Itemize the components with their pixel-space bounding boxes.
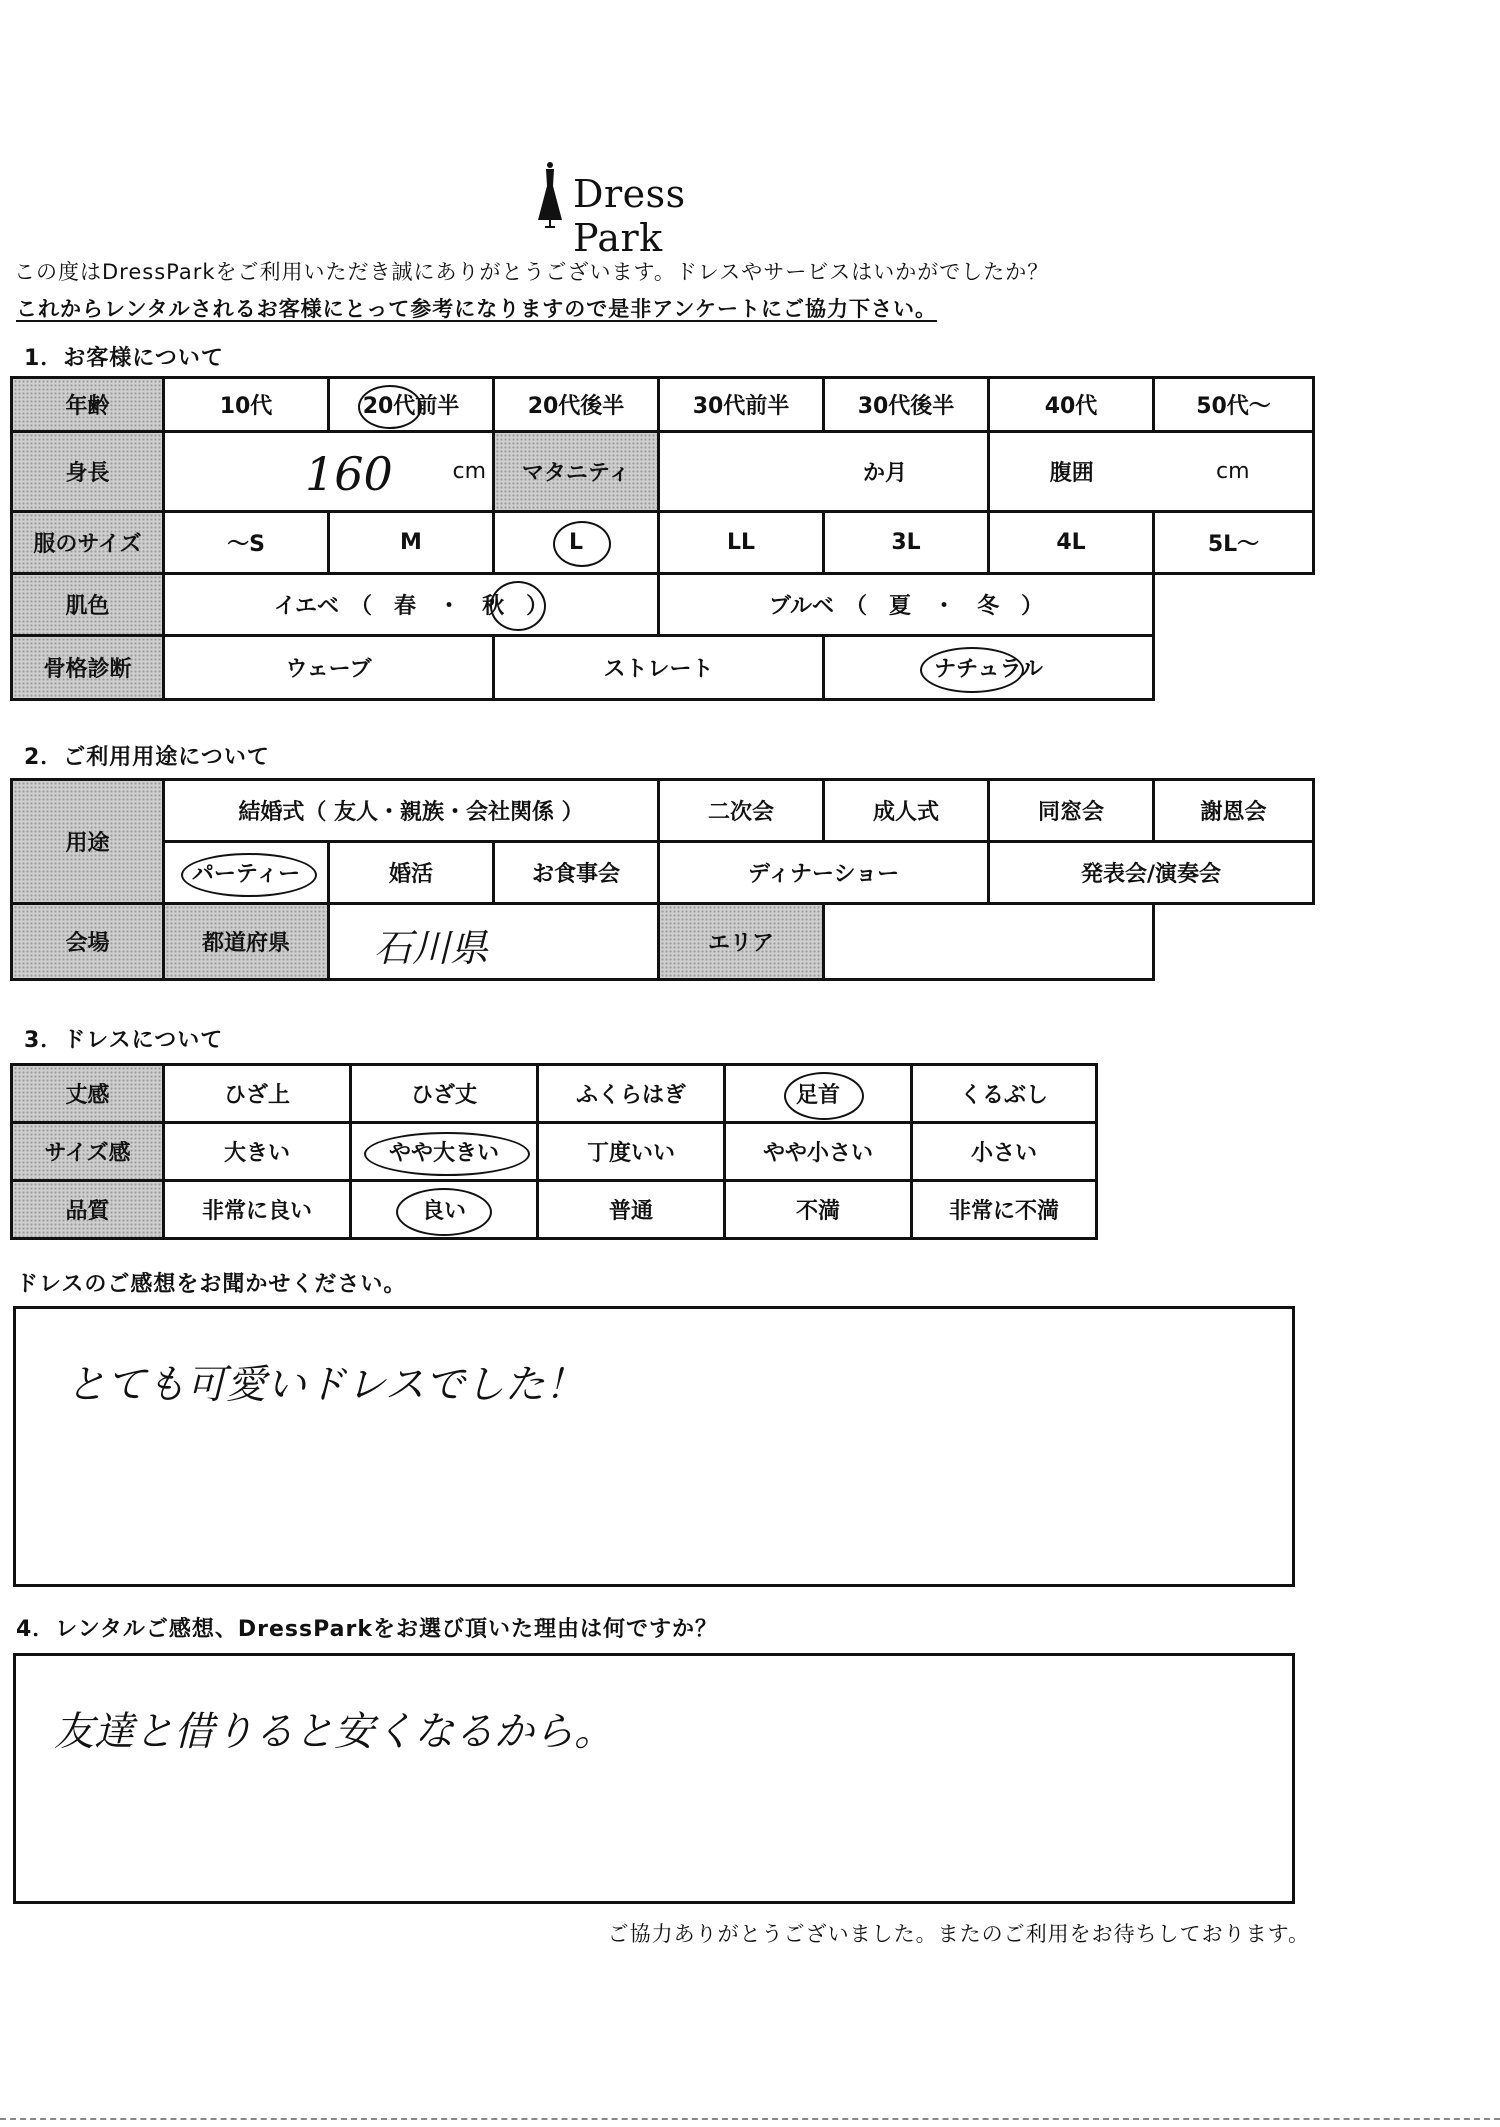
purpose-option[interactable]: 謝恩会 (1154, 780, 1314, 842)
frame-option[interactable]: ウェーブ (164, 636, 494, 700)
size-label: 服のサイズ (12, 512, 164, 574)
logo-text: Dress Park (573, 172, 686, 260)
age-option[interactable]: 30代前半 (659, 378, 824, 432)
fit-option-selected[interactable]: やや大きい (351, 1123, 538, 1181)
fit-option[interactable]: 小さい (912, 1123, 1097, 1181)
frame-label: 骨格診断 (12, 636, 164, 700)
purpose-option[interactable]: 婚活 (329, 842, 494, 904)
frame-option[interactable]: ストレート (494, 636, 824, 700)
section-1-title: 1．お客様について (24, 346, 224, 371)
prefecture-value: 石川県 (374, 926, 489, 970)
length-option-selected[interactable]: 足首 (725, 1065, 912, 1123)
frame-row (12, 636, 1314, 700)
customer-table (10, 376, 1315, 701)
quality-option[interactable]: 非常に不満 (912, 1181, 1097, 1239)
frame-option-selected[interactable]: ナチュラル (824, 636, 1154, 700)
age-option[interactable]: 50代～ (1154, 378, 1314, 432)
quality-row (12, 1181, 1097, 1239)
age-option-selected[interactable]: 20代前半 (329, 378, 494, 432)
quality-option[interactable]: 非常に良い (164, 1181, 351, 1239)
skin-yellow-option[interactable]: イエベ （ 春 ・ 秋 ） (164, 574, 659, 636)
size-option[interactable]: M (329, 512, 494, 574)
purpose-option[interactable]: 結婚式（ 友人・親族・会社関係 ） (164, 780, 659, 842)
height-unit: cm (452, 459, 486, 484)
length-option[interactable]: ひざ上 (164, 1065, 351, 1123)
age-option[interactable]: 30代後半 (824, 378, 989, 432)
purpose-table (10, 778, 1315, 981)
length-option[interactable]: ふくらはぎ (538, 1065, 725, 1123)
purpose-option-selected[interactable]: パーティー (164, 842, 329, 904)
reason-answer: 友達と借りると安くなるから。 (54, 1709, 614, 1755)
age-option[interactable]: 20代後半 (494, 378, 659, 432)
waist-field[interactable] (1154, 432, 1314, 512)
impression-box[interactable] (13, 1306, 1295, 1587)
length-option[interactable]: くるぶし (912, 1065, 1097, 1123)
footer-thanks: ご協力ありがとうございました。またのご利用をお待ちしております。 (607, 1922, 1310, 1946)
prefecture-label: 都道府県 (164, 904, 329, 980)
quality-label: 品質 (12, 1181, 164, 1239)
quality-option[interactable]: 不満 (725, 1181, 912, 1239)
size-row (12, 512, 1314, 574)
age-label: 年齢 (12, 378, 164, 432)
purpose-option[interactable]: ディナーショー (659, 842, 989, 904)
height-value: 160 (305, 447, 393, 501)
fit-label: サイズ感 (12, 1123, 164, 1181)
age-row (12, 378, 1314, 432)
purpose-option[interactable]: 二次会 (659, 780, 824, 842)
quality-option[interactable]: 普通 (538, 1181, 725, 1239)
skin-label: 肌色 (12, 574, 164, 636)
fit-option[interactable]: 丁度いい (538, 1123, 725, 1181)
purpose-label: 用途 (12, 780, 164, 904)
prefecture-field[interactable] (329, 904, 659, 980)
waist-label: 腹囲 (989, 432, 1154, 512)
reason-box[interactable] (13, 1653, 1295, 1904)
purpose-row-2 (12, 842, 1314, 904)
dress-table (10, 1063, 1098, 1240)
venue-row (12, 904, 1314, 980)
size-option[interactable]: 3L (824, 512, 989, 574)
skin-blue-option[interactable]: ブルベ （ 夏 ・ 冬 ） (659, 574, 1154, 636)
venue-label: 会場 (12, 904, 164, 980)
impression-answer: とても可愛いドレスでした！ (66, 1362, 585, 1408)
size-option[interactable]: 4L (989, 512, 1154, 574)
fit-option[interactable]: やや小さい (725, 1123, 912, 1181)
length-label: 丈感 (12, 1065, 164, 1123)
section-2-title: 2．ご利用用途について (24, 745, 270, 770)
area-label: エリア (659, 904, 824, 980)
size-option[interactable]: 5L～ (1154, 512, 1314, 574)
waist-unit: cm (1215, 459, 1250, 484)
height-row (12, 432, 1314, 512)
intro-line-1: この度はDressParkをご利用いただき誠にありがとうございます。ドレスやサービスはいかがでしたか？ (14, 260, 1050, 284)
fit-row (12, 1123, 1097, 1181)
size-option[interactable]: ～S (164, 512, 329, 574)
section-3-title: 3．ドレスについて (24, 1028, 224, 1053)
size-option[interactable]: LL (659, 512, 824, 574)
dresspark-logo (535, 160, 775, 260)
impression-prompt: ドレスのご感想をお聞かせください。 (16, 1272, 407, 1297)
size-option-selected[interactable]: L (494, 512, 659, 574)
purpose-option[interactable]: 発表会/演奏会 (989, 842, 1314, 904)
dress-icon (535, 160, 565, 228)
skin-row (12, 574, 1314, 636)
maternity-field[interactable] (659, 432, 989, 512)
maternity-label: マタニティ (494, 432, 659, 512)
height-label: 身長 (12, 432, 164, 512)
fit-option[interactable]: 大きい (164, 1123, 351, 1181)
length-option[interactable]: ひざ丈 (351, 1065, 538, 1123)
length-row (12, 1065, 1097, 1123)
months-unit: か月 (862, 461, 907, 486)
age-option[interactable]: 10代 (164, 378, 329, 432)
intro-line-2: これからレンタルされるお客様にとって参考になりますので是非アンケートにご協力下さい。 (16, 297, 937, 321)
purpose-option[interactable]: 成人式 (824, 780, 989, 842)
purpose-option[interactable]: お食事会 (494, 842, 659, 904)
quality-option-selected[interactable]: 良い (351, 1181, 538, 1239)
purpose-option[interactable]: 同窓会 (989, 780, 1154, 842)
section-4-title: 4．レンタルご感想、DressParkをお選び頂いた理由は何ですか？ (16, 1617, 718, 1642)
area-field[interactable] (824, 904, 1154, 980)
height-field[interactable] (164, 432, 494, 512)
age-option[interactable]: 40代 (989, 378, 1154, 432)
purpose-row-1 (12, 780, 1314, 842)
scan-edge-line (0, 2118, 1500, 2120)
